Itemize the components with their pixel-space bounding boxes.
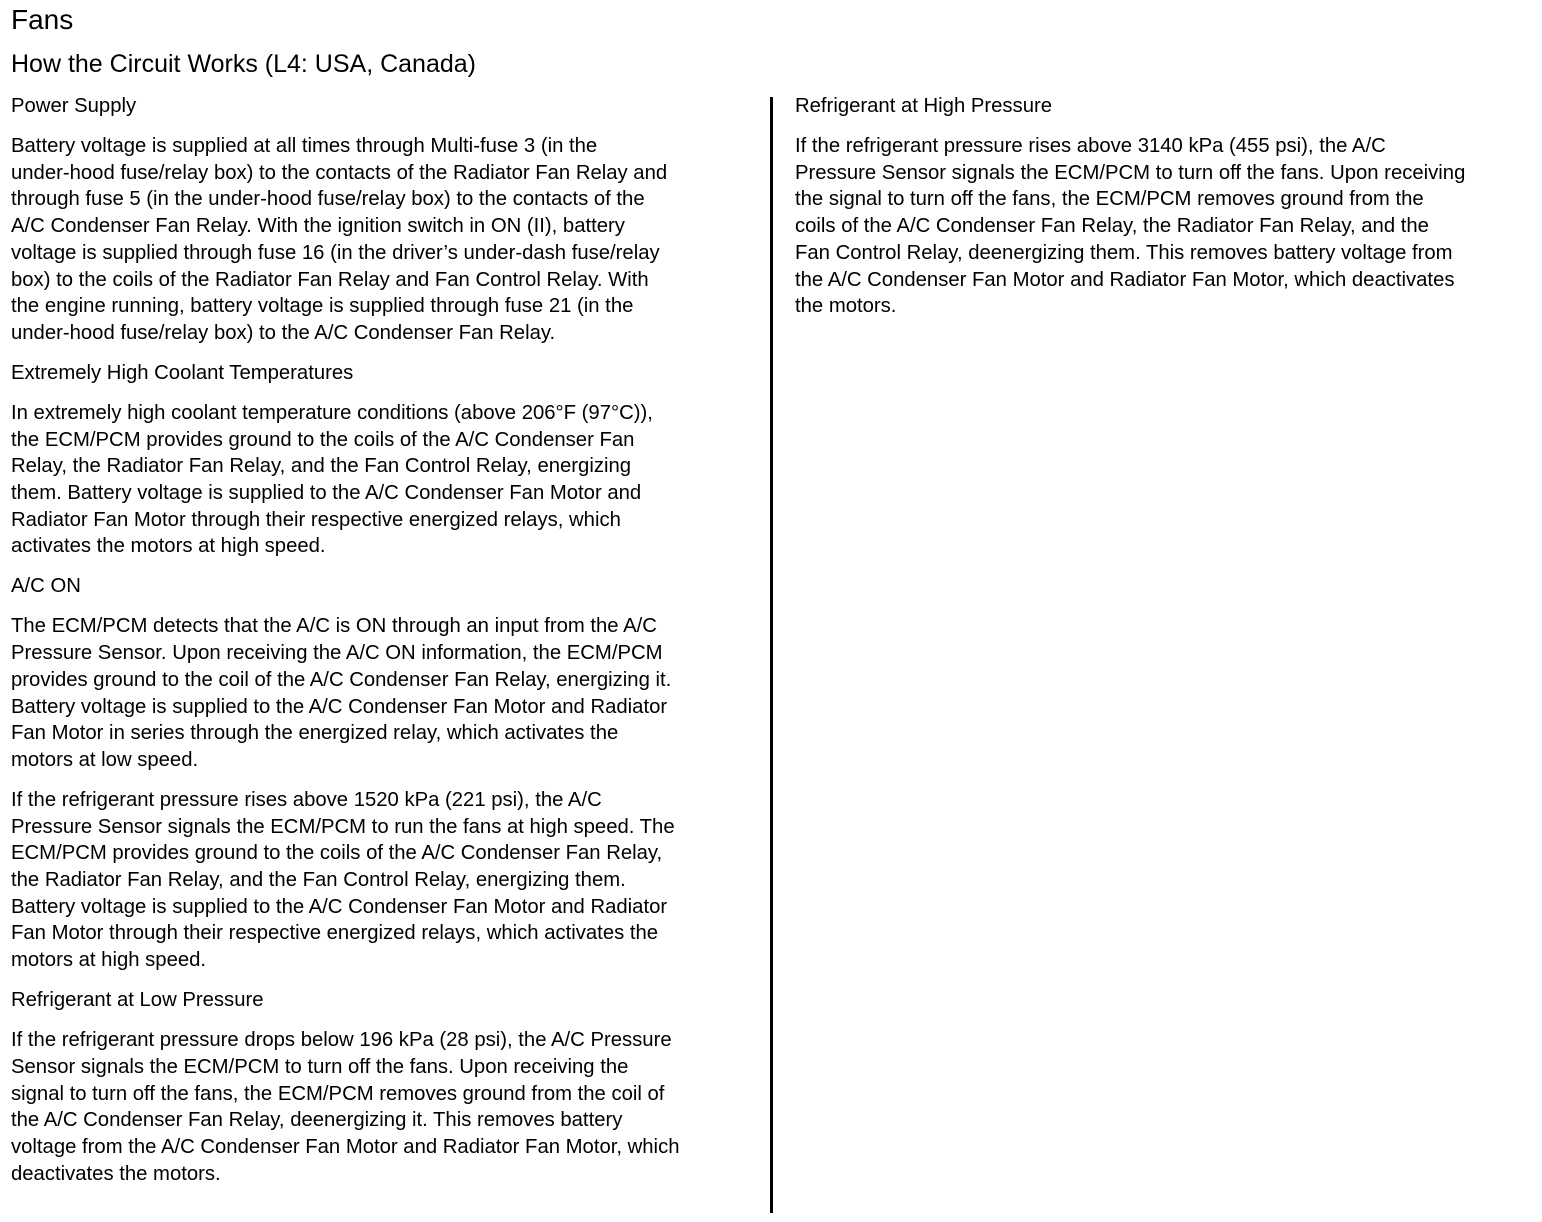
section-heading-high-pressure: Refrigerant at High Pressure bbox=[795, 95, 1053, 117]
column-divider bbox=[770, 97, 773, 1213]
page-title: Fans bbox=[11, 4, 74, 35]
right-column bbox=[795, 93, 1535, 333]
paragraph-high-coolant-temp: In extremely high coolant temperature conditions (above 206°F (97°C)), the ECM/PCM provides ground to the coils of the A/C Condenser Fan Relay, the Radiator Fan Relay, and the Fan Control Relay, energizing them. Battery voltage is supplied to the A/C Condenser Fan Motor and Radiator Fan Motor through their respective energized relays, which activates the motors at high speed. bbox=[11, 401, 653, 558]
page-subtitle: How the Circuit Works (L4: USA, Canada) bbox=[11, 50, 476, 78]
section-heading-power-supply: Power Supply bbox=[11, 95, 137, 117]
paragraph-ac-on-2: If the refrigerant pressure rises above 1520 kPa (221 psi), the A/C Pressure Sensor signals the ECM/PCM to run the fans at high speed. The ECM/PCM provides ground to the coils of the A/C Condenser Fan Relay, the Radiator Fan Relay, and the Fan Control Relay, energizing them. Battery voltage is supplied to the A/C Condenser Fan Motor and Radiator Fan Motor through their respective energized relays, which activates the motors at high speed. bbox=[11, 788, 675, 972]
section-heading-high-coolant-temp: Extremely High Coolant Temperatures bbox=[11, 361, 354, 384]
paragraph-ac-on-1: The ECM/PCM detects that the A/C is ON through an input from the A/C Pressure Sensor. Upon receiving the A/C ON information, the ECM/PCM provides ground to the coil of the A/C Condenser Fan Relay, energizing it. Battery voltage is supplied to the A/C Condenser Fan Motor and Radiator Fan Motor in series through the energized relay, which activates the motors at low speed. bbox=[11, 615, 672, 771]
section-heading-low-pressure: Refrigerant at Low Pressure bbox=[11, 989, 264, 1012]
left-column bbox=[11, 93, 756, 1201]
paragraph-low-pressure: If the refrigerant pressure drops below 196 kPa (28 psi), the A/C Pressure Sensor signals the ECM/PCM to turn off the fans. Upon receiving the signal to turn off the fans, the ECM/PCM removes ground from the coil of the A/C Condenser Fan Relay, deenergizing it. This removes battery voltage from the A/C Condenser Fan Motor and Radiator Fan Motor, which deactivates the motors. bbox=[11, 1029, 680, 1185]
paragraph-power-supply: Battery voltage is supplied at all times through Multi-fuse 3 (in the under-hood fuse/relay box) to the contacts of the Radiator Fan Relay and through fuse 5 (in the under-hood fuse/relay box) to the contacts of the A/C Condenser Fan Relay. With the ignition switch in ON (II), battery voltage is supplied through fuse 16 (in the driver’s under-dash fuse/relay box) to the coils of the Radiator Fan Relay and Fan Control Relay. With the engine running, battery voltage is supplied through fuse 21 (in the under-hood fuse/relay box) to the A/C Condenser Fan Relay. bbox=[11, 135, 668, 344]
paragraph-high-pressure: If the refrigerant pressure rises above 3140 kPa (455 psi), the A/C Pressure Sensor signals the ECM/PCM to turn off the fans. Upon receiving the signal to turn off the fans, the ECM/PCM removes ground from the coils of the A/C Condenser Fan Relay, the Radiator Fan Relay, and the Fan Control Relay, deenergizing them. This removes battery voltage from the A/C Condenser Fan Motor and Radiator Fan Motor, which deactivates the motors. bbox=[795, 135, 1466, 318]
section-heading-ac-on: A/C ON bbox=[11, 575, 81, 598]
